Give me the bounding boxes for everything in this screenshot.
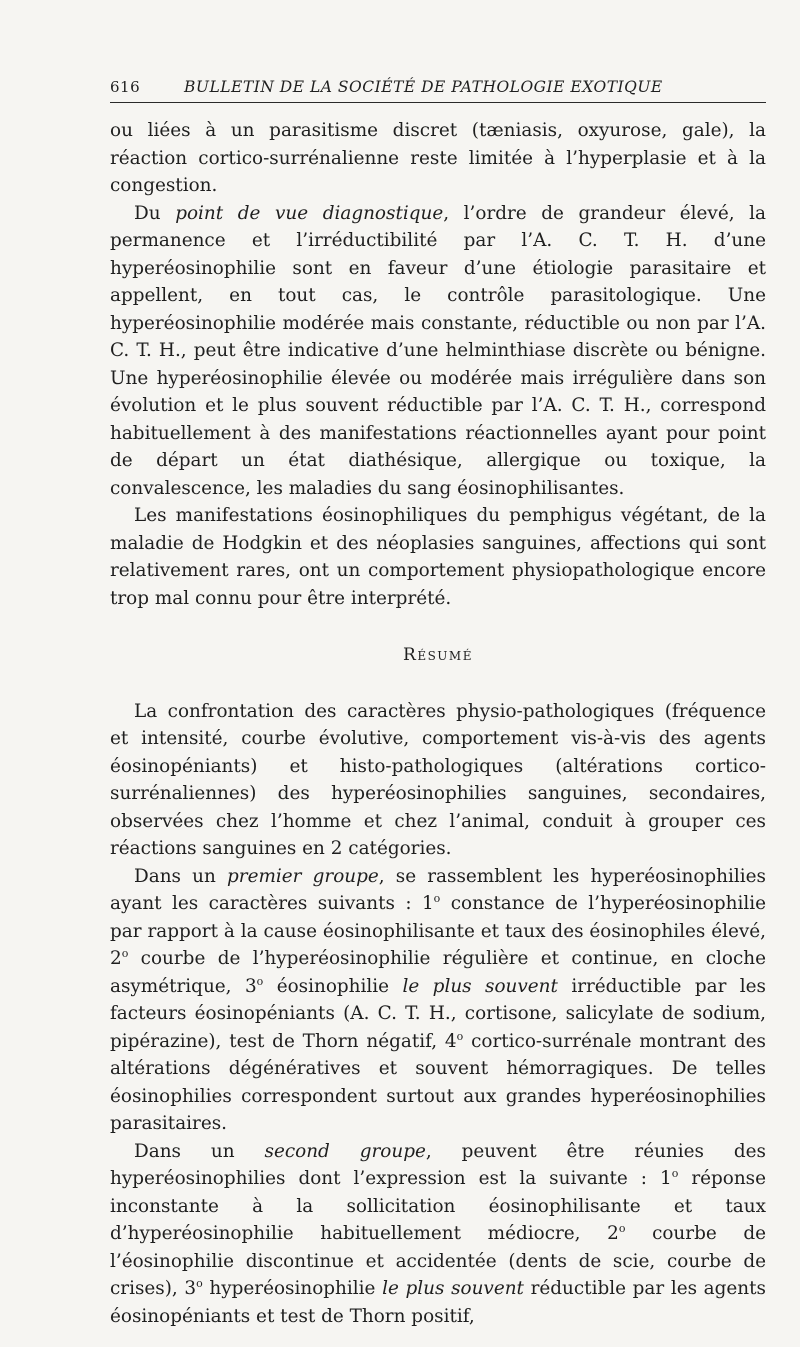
paragraph-second-group xyxy=(110,1138,766,1331)
italic-phrase: second groupe xyxy=(264,1140,426,1162)
text-segment: Dans un xyxy=(134,865,228,887)
text-segment: , se rassemblent les hyperéosinophilies ayant les caractères suivants : 1 xyxy=(110,865,766,914)
italic-phrase: le plus souvent xyxy=(402,975,558,997)
text-segment: éosinophilie xyxy=(263,975,403,997)
text-segment: réductible par les agents éosinopéniants et test de Thorn positif, xyxy=(110,1278,766,1327)
text-segment: courbe de l’éosinophilie discontinue et accidentée (dents de scie, courbe de crises), 3 xyxy=(110,1223,766,1299)
page-number: 616 xyxy=(110,78,141,96)
paragraph-summary-intro: La confrontation des caractères physio-pathologiques (fréquence et intensité, courbe évolutive, comportement vis-à-vis des agents éosinopéniants) et histo-pathologiques (altérations cortico-surrénaliennes) des hyperéosinophilies sanguines, secondaires, observées chez l’homme et chez l’animal, conduit à grouper ces réactions sanguines en 2 catégories. xyxy=(110,700,766,859)
running-header xyxy=(110,72,766,103)
ordinal-superscript: o xyxy=(433,891,441,905)
text-segment: réponse inconstante à la sollicitation éosinophilisante et taux d’hyperéosinophilie habituellement médiocre, 2 xyxy=(110,1168,767,1244)
journal-title: BULLETIN DE LA SOCIÉTÉ DE PATHOLOGIE EXOTIQUE xyxy=(184,78,663,96)
ordinal-superscript: o xyxy=(196,1276,203,1290)
paragraph-first-group xyxy=(110,863,766,1138)
journal-page xyxy=(110,72,766,1330)
paragraph-pemphigus: Les manifestations éosinophiliques du pemphigus végétant, de la maladie de Hodgkin et des néoplasies sanguines, affections qui sont relativement rares, ont un comportement physiopathologique encore trop mal connu pour être interprété. xyxy=(110,505,766,609)
ordinal-superscript: o xyxy=(256,974,264,988)
ordinal-superscript: o xyxy=(671,1166,679,1180)
paragraph-diagnostic xyxy=(110,200,766,503)
text-segment: cortico-surrénale montrant des altérations dégénératives et souvent hémorragiques. De telles éosinophilies correspondent surtout aux grandes hyperéosinophilies parasitaires. xyxy=(110,1030,766,1134)
text-segment: Dans un xyxy=(134,1140,265,1162)
ordinal-superscript: o xyxy=(618,1221,626,1235)
ordinal-superscript: o xyxy=(121,946,129,960)
text-segment: , peuvent être réunies des hyperéosinophilies dont l’expression est la suivante : 1 xyxy=(110,1140,766,1189)
article-body xyxy=(110,117,766,1330)
text-segment: Du xyxy=(134,202,176,224)
italic-phrase: premier groupe xyxy=(227,865,379,887)
text-segment: hyperéosinophilie xyxy=(202,1278,383,1299)
italic-phrase: le plus souvent xyxy=(382,1278,524,1299)
ordinal-superscript: o xyxy=(456,1029,464,1043)
text-segment: courbe de l’hyperéosinophilie régulière et continue, en cloche asymétrique, 3 xyxy=(110,948,766,997)
paragraph-continuation: ou liées à un parasitisme discret (tæniasis, oxyurose, gale), la réaction cortico-surrénalienne reste limitée à l’hyperplasie et à la congestion. xyxy=(110,120,766,196)
text-segment: constance de l’hyperéosinophilie par rapport à la cause éosinophilisante et taux des éosinophiles élevé, 2 xyxy=(110,893,767,969)
section-heading-resume: Résumé xyxy=(403,645,473,665)
text-segment: , l’ordre de grandeur élevé, la permanence et l’irréductibilité par l’A. C. T. H. d’une hyperéosinophilie sont en faveur d’une étiologie parasitaire et appellent, en tout cas, le contrôle parasitologique. Une hyperéosinophilie modérée mais constante, réductible ou non par l’A. C. T. H., peut être indicative d’une helminthiase discrète ou bénigne. Une hyperéosinophilie élevée ou modérée mais irrégulière dans son évolution et le plus souvent réductible par l’A. C. T. H., correspond habituellement à des manifestations réactionnelles ayant pour point de départ un état diathésique, allergique ou toxique, la convalescence, les maladies du sang éosinophilisantes. xyxy=(110,202,766,499)
italic-phrase: point de vue diagnostique xyxy=(175,202,444,224)
text-segment: irréductible par les facteurs éosinopéniants (A. C. T. H., cortisone, salicylate de sodium, pipérazine), test de Thorn négatif, 4 xyxy=(110,975,766,1052)
